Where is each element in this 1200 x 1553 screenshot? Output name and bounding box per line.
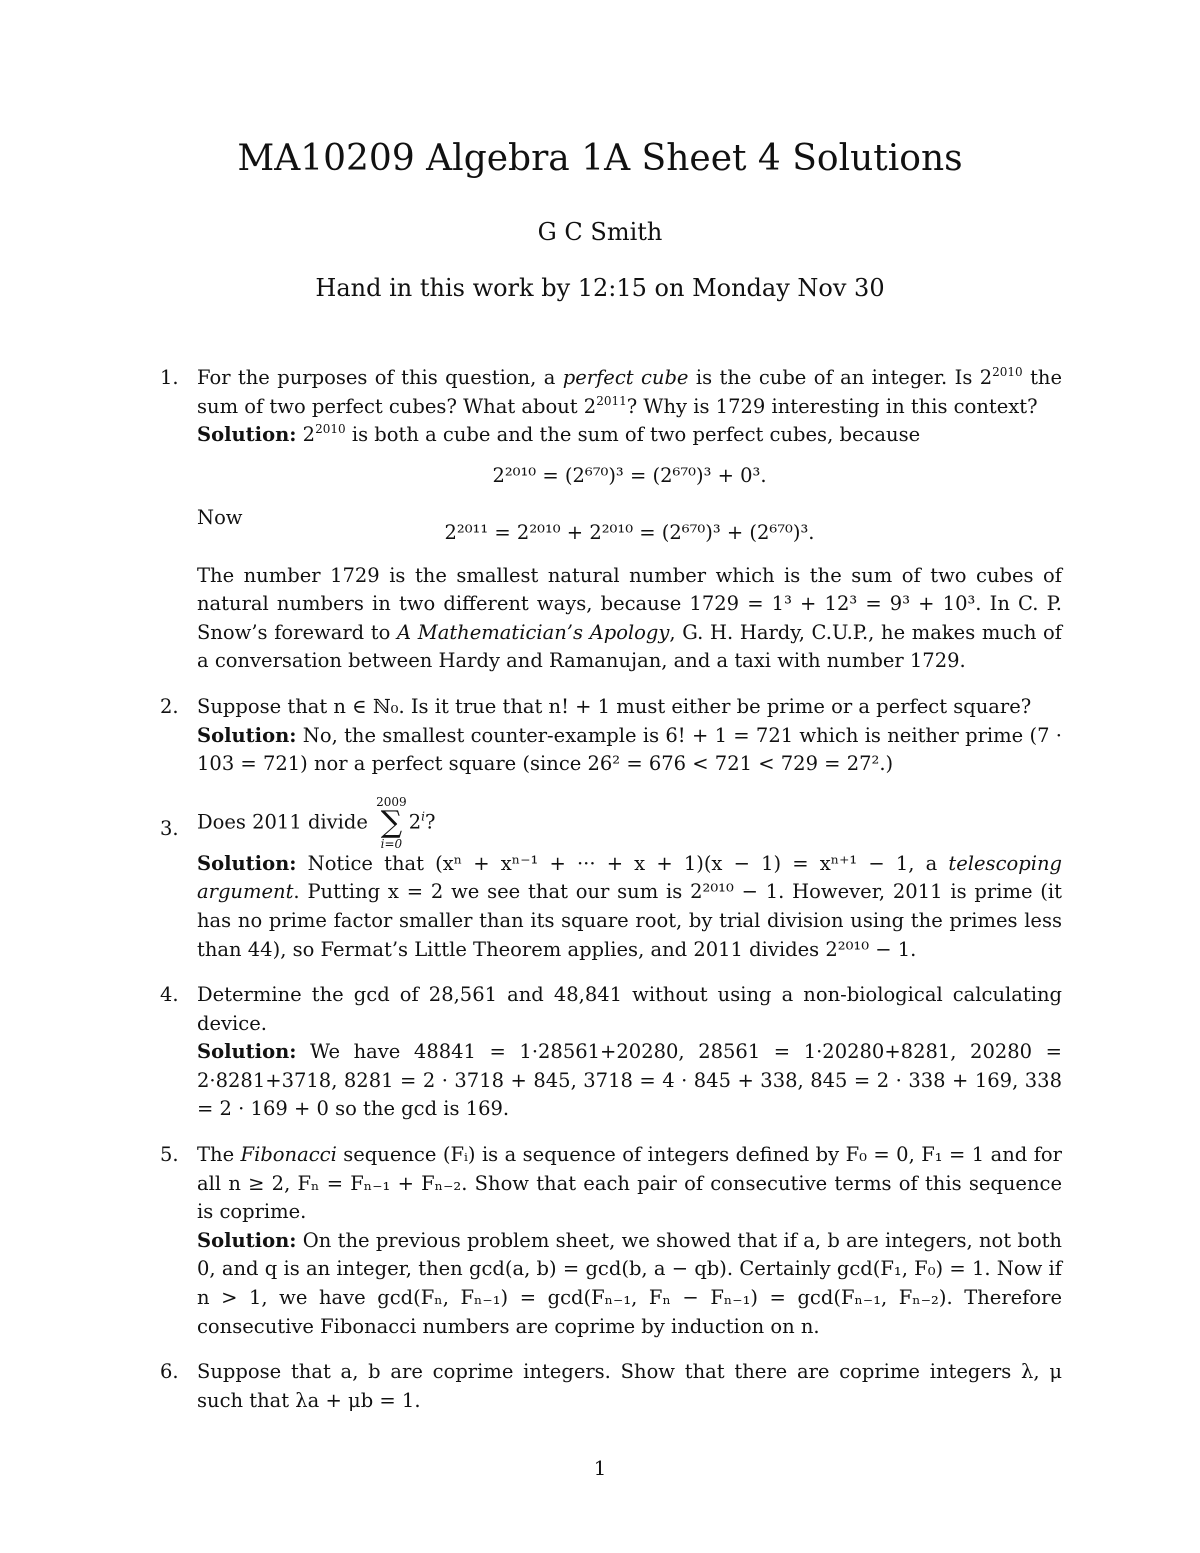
question-text: Suppose that a, b are coprime integers. Show that there are coprime integers λ, μ such that λa + μb = 1.	[197, 1360, 1062, 1412]
question-4	[160, 981, 1062, 1124]
solution-text: Solution: On the previous problem sheet, we showed that if a, b are integers, not both 0, and q is an integer, then gcd(a, b) = gcd(b, a − qb). Certainly gcd(F₁, F₀) = 1. Now if n > 1, we have gcd(Fₙ, Fₙ₋₁) = gcd(Fₙ₋₁, Fₙ − Fₙ₋₁) = gcd(Fₙ₋₁, Fₙ₋₂). Therefore consecutive Fibonacci numbers are coprime by induction on n.	[197, 1228, 1062, 1338]
author: G C Smith	[537, 218, 663, 246]
page-title: MA10209 Algebra 1A Sheet 4 Solutions	[237, 138, 963, 179]
question-text: Determine the gcd of 28,561 and 48,841 without using a non-biological calculating device.	[197, 983, 1062, 1035]
question-1	[160, 364, 1062, 676]
solution-paragraph: The number 1729 is the smallest natural number which is the sum of two cubes of natural numbers in two different ways, because 1729 = 1³ + 12³ = 9³ + 10³. In C. P. Snow’s foreward to A Mathematician’s Apology, G. H. Hardy, C.U.P., he makes much of a conversation between Hardy and Ramanujan, and a taxi with number 1729.	[197, 563, 1062, 673]
question-6	[160, 1358, 1062, 1415]
question-text: 3. Does 2011 divide 2009 ∑ i=0 2$^i$?	[160, 794, 436, 851]
solution-label: Solution:	[197, 1040, 297, 1064]
solution-label: Solution:	[197, 851, 297, 875]
now-label: Now	[197, 506, 243, 530]
question-number: 3.	[160, 816, 179, 840]
question-number: 2.	[160, 694, 179, 718]
solution-text: Solution: Notice that (xⁿ + xⁿ⁻¹ + ··· + x + 1)(x − 1) = xⁿ⁺¹ − 1, a telescoping argument. Putting x = 2 we see that our sum is 2²⁰¹⁰ − 1. However, 2011 is prime (it has no prime factor smaller than its square root, by trial division using the primes less than 44), so Fermat’s Little Theorem applies, and 2011 divides 2²⁰¹⁰ − 1.	[197, 851, 1062, 961]
solution-label: Solution:	[197, 423, 297, 447]
solution-text: Solution: We have 48841 = 1·28561+20280, 28561 = 1·20280+8281, 20280 = 2·8281+3718, 8281 = 2 · 3718 + 845, 3718 = 4 · 845 + 338, 845 = 2 · 338 + 169, 338 = 2 · 169 + 0 so the gcd is 169.	[197, 1040, 1062, 1121]
question-number: 6.	[160, 1360, 179, 1384]
summation-symbol: 2009 ∑ i=0	[376, 794, 407, 851]
questions-list	[160, 364, 1062, 1432]
due-date: Hand in this work by 12:15 on Monday Nov 30	[315, 274, 885, 302]
page-number: 1	[593, 1456, 607, 1480]
question-3	[160, 796, 1062, 964]
display-equation: 2²⁰¹¹ = 2²⁰¹⁰ + 2²⁰¹⁰ = (2⁶⁷⁰)³ + (2⁶⁷⁰)³.	[444, 520, 815, 544]
solution-label: Solution:	[197, 1228, 297, 1252]
question-number: 5.	[160, 1143, 179, 1167]
question-2	[160, 693, 1062, 779]
question-number: 4.	[160, 983, 179, 1007]
question-text: Suppose that n ∈ ℕ₀. Is it true that n! + 1 must either be prime or a perfect square?	[197, 694, 1032, 718]
solution-text: Solution: No, the smallest counter-example is 6! + 1 = 721 which is neither prime (7 · 103 = 721) nor a perfect square (since 26² = 676 < 721 < 729 = 27².)	[197, 723, 1062, 776]
solution-label: Solution:	[197, 723, 297, 747]
display-equation: 2²⁰¹⁰ = (2⁶⁷⁰)³ = (2⁶⁷⁰)³ + 0³.	[492, 463, 767, 487]
question-5	[160, 1141, 1062, 1341]
question-text: The Fibonacci sequence (Fᵢ) is a sequence of integers defined by F₀ = 0, F₁ = 1 and for all n ≥ 2, Fₙ = Fₙ₋₁ + Fₙ₋₂. Show that each pair of consecutive terms of this sequence is coprime.	[197, 1143, 1062, 1224]
question-number: 1.	[160, 366, 179, 389]
solution-text: Solution: $2^{2010}$ is both a cube and the sum of two perfect cubes, because	[197, 422, 921, 447]
question-text: For the purposes of this question, a perfect cube is the cube of an integer. Is $2^{2010}$ the sum of two perfect cubes? What about $2^{2011}$? Why is 1729 interesting in this context?	[197, 365, 1062, 418]
